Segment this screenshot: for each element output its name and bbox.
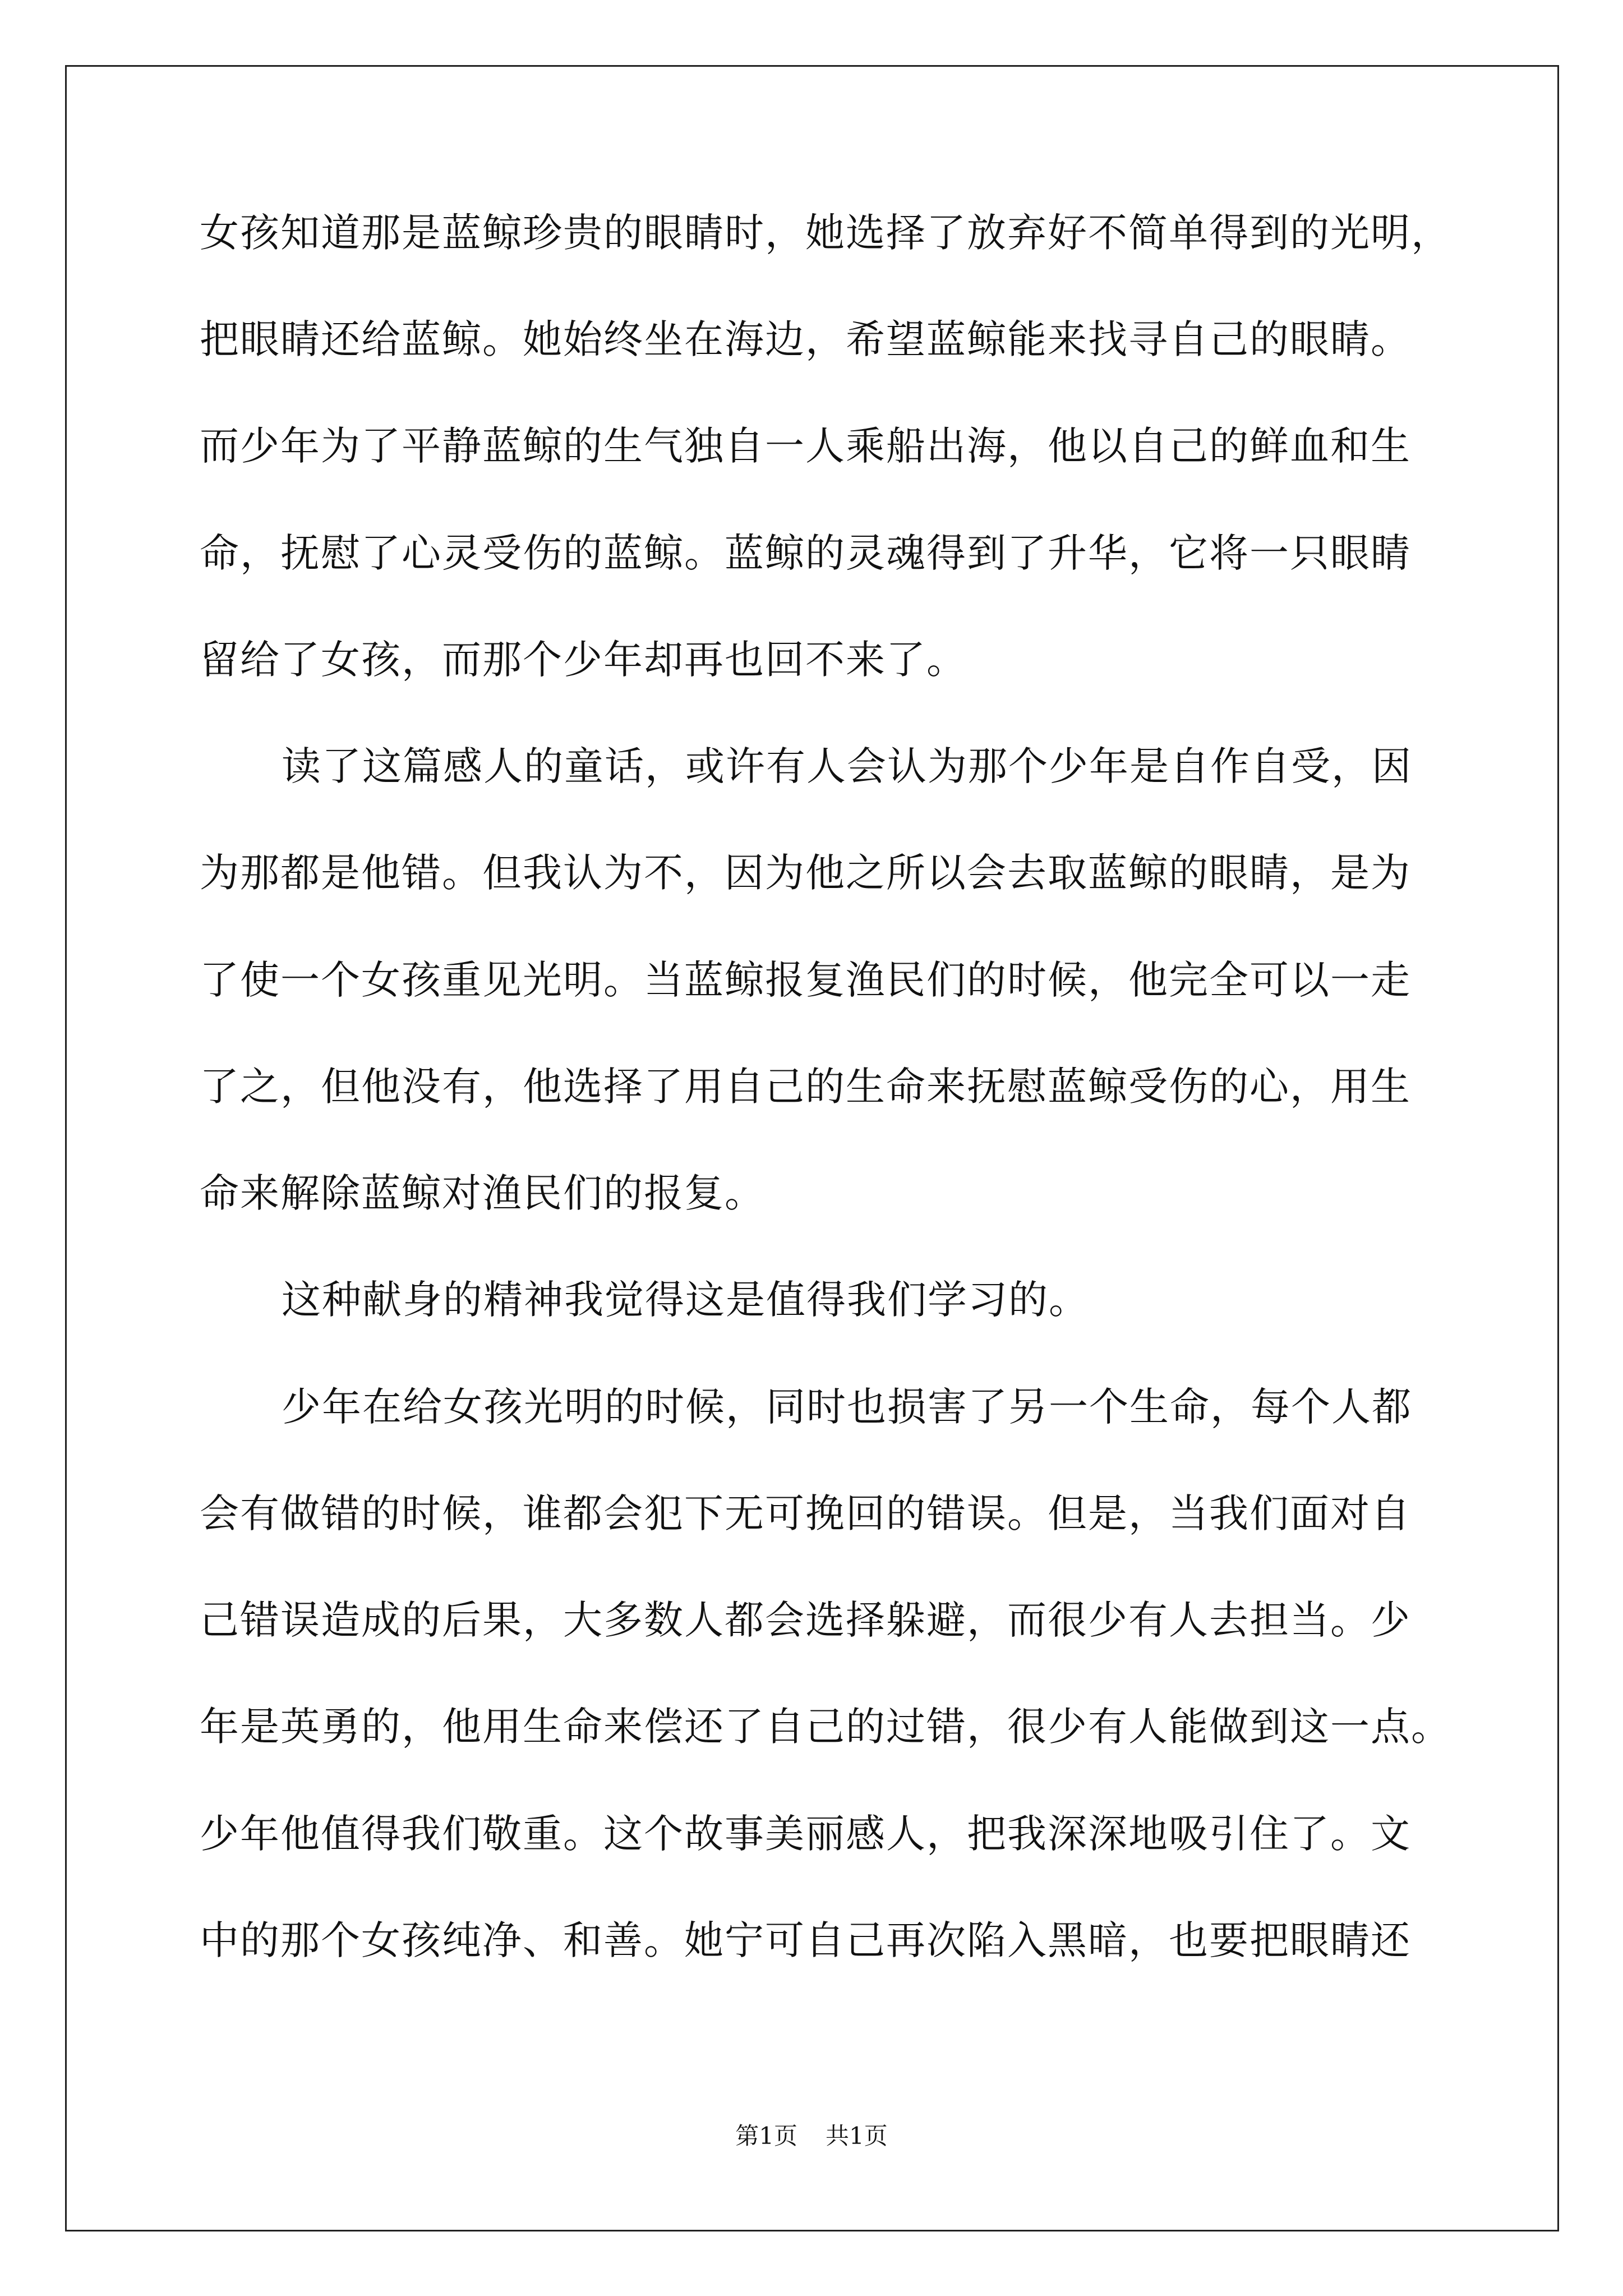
page-footer	[0, 2119, 1623, 2153]
text-line: 把眼睛还给蓝鲸。她始终坐在海边，希望蓝鲸能来找寻自己的眼睛。	[200, 316, 1411, 362]
text-line: 了使一个女孩重见光明。当蓝鲸报复渔民们的时候，他完全可以一走	[200, 957, 1411, 1003]
text-line: 命来解除蓝鲸对渔民们的报复。	[200, 1170, 765, 1216]
page-border	[65, 65, 1559, 2231]
page-total: 共1页	[826, 2122, 888, 2150]
text-line: 己错误造成的后果，大多数人都会选择躲避，而很少有人去担当。少	[200, 1597, 1411, 1643]
paragraph-start-line: 这种献身的精神我觉得这是值得我们学习的。	[282, 1277, 1089, 1323]
text-line: 了之，但他没有，他选择了用自己的生命来抚慰蓝鲸受伤的心，用生	[200, 1064, 1411, 1110]
text-line: 少年他值得我们敬重。这个故事美丽感人，把我深深地吸引住了。文	[200, 1811, 1411, 1857]
text-line: 会有做错的时候，谁都会犯下无可挽回的错误。但是，当我们面对自	[200, 1490, 1411, 1536]
text-line: 中的那个女孩纯净、和善。她宁可自己再次陷入黑暗，也要把眼睛还	[200, 1917, 1411, 1963]
paragraph-start-line: 读了这篇感人的童话，或许有人会认为那个少年是自作自受，因	[282, 743, 1412, 789]
text-line: 命，抚慰了心灵受伤的蓝鲸。蓝鲸的灵魂得到了升华，它将一只眼睛	[200, 530, 1411, 576]
text-line: 留给了女孩，而那个少年却再也回不来了。	[200, 637, 967, 683]
paragraph-start-line: 少年在给女孩光明的时候，同时也损害了另一个生命，每个人都	[282, 1384, 1412, 1430]
page-number: 第1页	[735, 2122, 797, 2150]
text-line: 年是英勇的，他用生命来偿还了自己的过错，很少有人能做到这一点。	[200, 1704, 1451, 1750]
text-line: 为那都是他错。但我认为不，因为他之所以会去取蓝鲸的眼睛，是为	[200, 850, 1411, 896]
text-line: 而少年为了平静蓝鲸的生气独自一人乘船出海，他以自己的鲜血和生	[200, 423, 1411, 469]
text-line: 女孩知道那是蓝鲸珍贵的眼睛时，她选择了放弃好不简单得到的光明，	[200, 210, 1451, 256]
